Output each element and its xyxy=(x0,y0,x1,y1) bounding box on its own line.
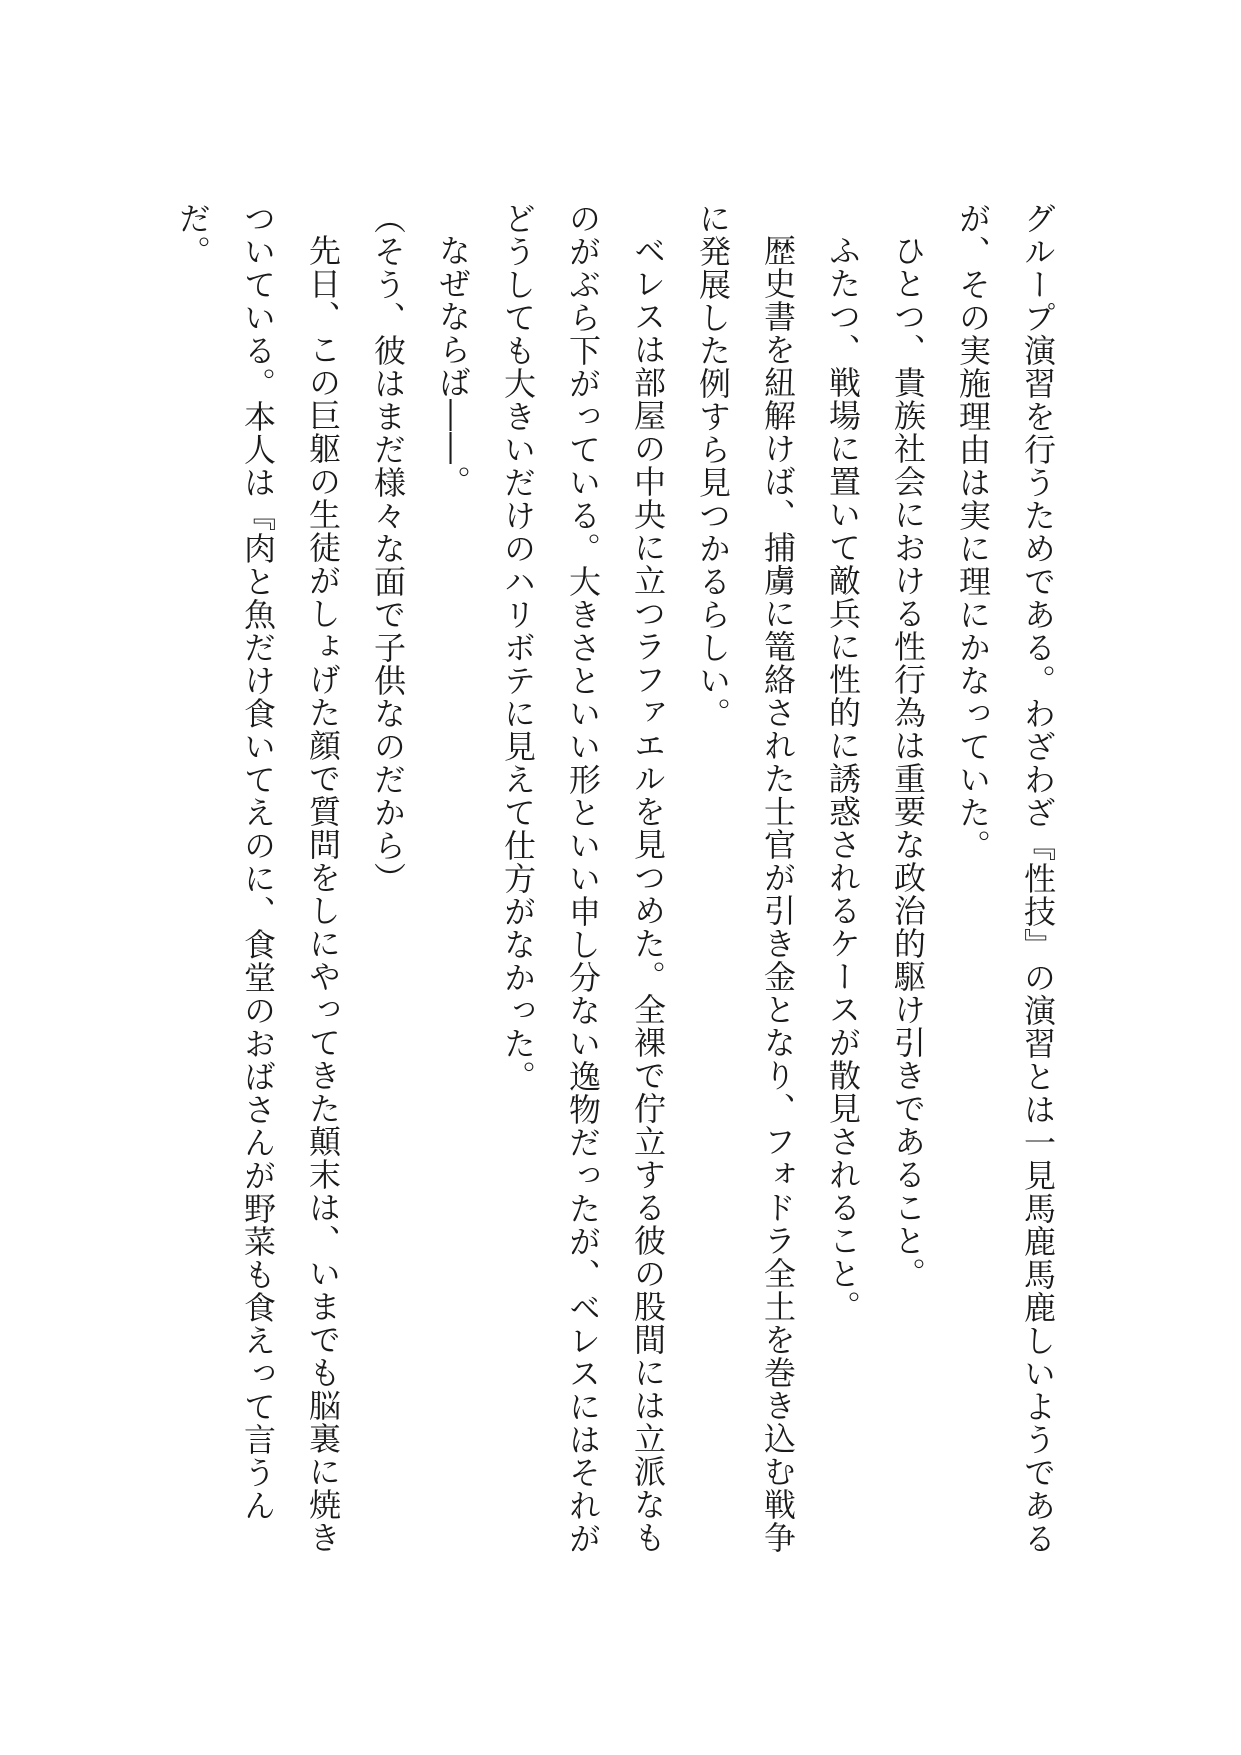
paragraph-6: なぜならば――。 xyxy=(434,234,472,498)
paragraph-2: ひとつ、貴族社会における性行為は重要な政治的駆け引きであること。 xyxy=(889,234,927,1290)
paragraph-8-text: 先日、この巨躯の生徒がしょげた顔で質問をしにやってきた顛末は、いまでも脳裏に焼きついている。本人は『肉と魚だけ食いてえのに、食堂のおばさんが野菜も食えって言うんだ xyxy=(174,202,342,1554)
paragraph-3: ふたつ、戦場に置いて敵兵に性的に誘惑されるケースが散見されること。 xyxy=(824,234,862,1323)
paragraph-8 xyxy=(160,202,355,1557)
paragraph-7: （そう、彼はまだ様々な面で子供なのだから） xyxy=(369,202,407,895)
vertical-text-block xyxy=(160,202,1070,1557)
paragraph-1: グループ演習を行うためである。わざわざ『性技』の演習とは一見馬鹿馬鹿しいようであるが、その実施理由は実に理にかなっていた。 xyxy=(954,202,1057,1555)
hanging-period: 。 xyxy=(174,235,212,268)
paragraph-5: ベレスは部屋の中央に立つラファエルを見つめた。全裸で佇立する彼の股間には立派なものがぶら下がっている。大きさといい形といい申し分ない逸物だったが、ベレスにはそれがどうしても大きいだけのハリボテに見えて仕方がなかった。 xyxy=(499,202,667,1555)
paragraph-4: 歴史書を紐解けば、捕虜に篭絡された士官が引き金となり、フォドラ全土を巻き込む戦争に発展した例すら見つかるらしい。 xyxy=(694,202,797,1554)
